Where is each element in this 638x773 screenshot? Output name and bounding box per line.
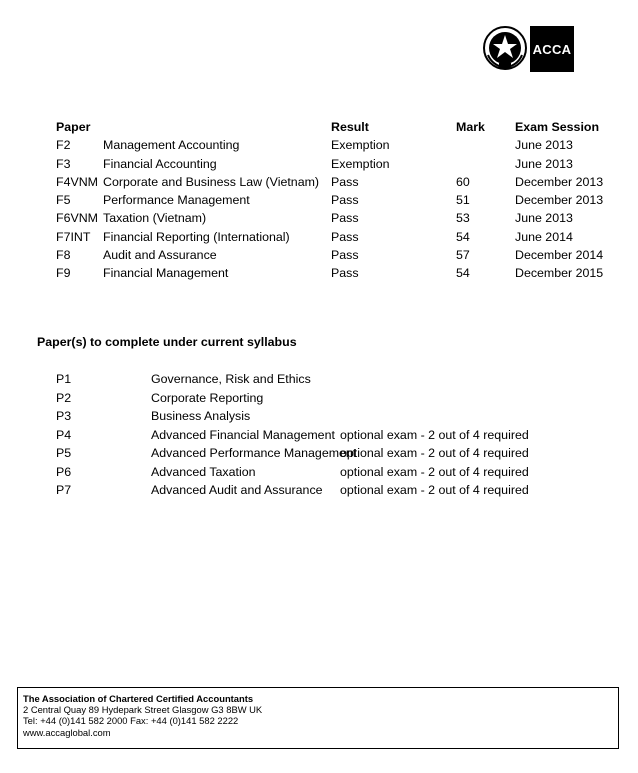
paper-code: F9	[56, 266, 71, 281]
paper-mark: 57	[456, 248, 470, 263]
list-item	[0, 481, 638, 500]
syllabus-name: Advanced Taxation	[151, 464, 256, 479]
paper-mark: 54	[456, 229, 470, 244]
paper-result: Pass	[331, 193, 359, 208]
footer-address-box	[17, 687, 619, 749]
table-row	[0, 246, 638, 264]
paper-code: F6VNM	[56, 211, 98, 226]
table-row	[0, 136, 638, 154]
paper-code: F5	[56, 193, 71, 208]
paper-name: Corporate and Business Law (Vietnam)	[103, 174, 320, 189]
syllabus-code: P2	[56, 390, 72, 405]
paper-mark: 51	[456, 193, 470, 208]
paper-mark: 53	[456, 211, 470, 226]
list-item	[0, 370, 638, 389]
list-item	[0, 389, 638, 408]
header-mark: Mark	[456, 120, 485, 134]
paper-result: Pass	[331, 229, 359, 244]
header-exam-session: Exam Session	[515, 120, 600, 134]
paper-result: Pass	[331, 211, 359, 226]
syllabus-note: optional exam - 2 out of 4 required	[340, 446, 529, 460]
paper-name: Audit and Assurance	[103, 248, 217, 263]
paper-code: F4VNM	[56, 174, 98, 189]
table-row	[0, 209, 638, 227]
header-result: Result	[331, 120, 369, 134]
syllabus-code: P7	[56, 483, 72, 497]
paper-result: Pass	[331, 174, 359, 189]
footer-address: 2 Central Quay 89 Hydepark Street Glasgow G3 8BW UK	[23, 704, 263, 716]
paper-mark: 60	[456, 174, 470, 189]
acca-wordmark: ACCA	[530, 26, 574, 72]
syllabus-code: P6	[56, 464, 72, 479]
syllabus-name: Advanced Financial Management	[151, 427, 335, 442]
paper-name: Performance Management	[103, 193, 250, 208]
paper-name: Financial Accounting	[103, 156, 217, 171]
results-header-row	[0, 118, 638, 136]
national-emblem-icon	[482, 25, 528, 71]
syllabus-note: optional exam - 2 out of 4 required	[340, 464, 529, 479]
paper-code: F3	[56, 156, 71, 171]
paper-session: June 2014	[515, 229, 573, 244]
list-item	[0, 444, 638, 463]
syllabus-name: Advanced Audit and Assurance	[151, 483, 323, 497]
syllabus-code: P5	[56, 446, 72, 460]
syllabus-code: P4	[56, 427, 72, 442]
paper-session: December 2015	[515, 266, 604, 281]
paper-session: June 2013	[515, 138, 573, 153]
paper-session: December 2013	[515, 174, 604, 189]
paper-mark: 54	[456, 266, 470, 281]
footer-organization: The Association of Chartered Certified Accountants	[23, 693, 254, 704]
paper-result: Exemption	[331, 156, 390, 171]
paper-session: December 2013	[515, 193, 604, 208]
paper-name: Financial Management	[103, 266, 229, 281]
paper-session: December 2014	[515, 248, 604, 263]
syllabus-note: optional exam - 2 out of 4 required	[340, 483, 529, 497]
syllabus-title: Paper(s) to complete under current syllabus	[37, 335, 297, 349]
syllabus-note: optional exam - 2 out of 4 required	[340, 427, 529, 442]
paper-session: June 2013	[515, 211, 573, 226]
paper-result: Pass	[331, 266, 359, 281]
paper-session: June 2013	[515, 156, 573, 171]
syllabus-name: Advanced Performance Management	[151, 446, 357, 460]
paper-result: Pass	[331, 248, 359, 263]
syllabus-code: P3	[56, 409, 72, 423]
list-item	[0, 407, 638, 426]
paper-result: Exemption	[331, 138, 390, 153]
paper-name: Taxation (Vietnam)	[103, 211, 207, 226]
footer-phone: Tel: +44 (0)141 582 2000 Fax: +44 (0)141 582 2222	[23, 715, 239, 727]
header-paper: Paper	[56, 120, 91, 134]
paper-name: Management Accounting	[103, 138, 240, 153]
table-row	[0, 155, 638, 173]
paper-name: Financial Reporting (International)	[103, 229, 290, 244]
list-item	[0, 426, 638, 445]
syllabus-list	[0, 370, 638, 500]
table-row	[0, 228, 638, 246]
paper-code: F7INT	[56, 229, 91, 244]
results-table	[0, 118, 638, 283]
syllabus-name: Business Analysis	[151, 409, 251, 423]
syllabus-name: Corporate Reporting	[151, 390, 264, 405]
paper-code: F8	[56, 248, 71, 263]
paper-code: F2	[56, 138, 71, 153]
footer-website: www.accaglobal.com	[23, 726, 111, 738]
list-item	[0, 463, 638, 482]
syllabus-name: Governance, Risk and Ethics	[151, 372, 311, 386]
table-row	[0, 191, 638, 209]
syllabus-code: P1	[56, 372, 72, 386]
acca-logo	[482, 25, 572, 73]
table-row	[0, 264, 638, 282]
table-row	[0, 173, 638, 191]
